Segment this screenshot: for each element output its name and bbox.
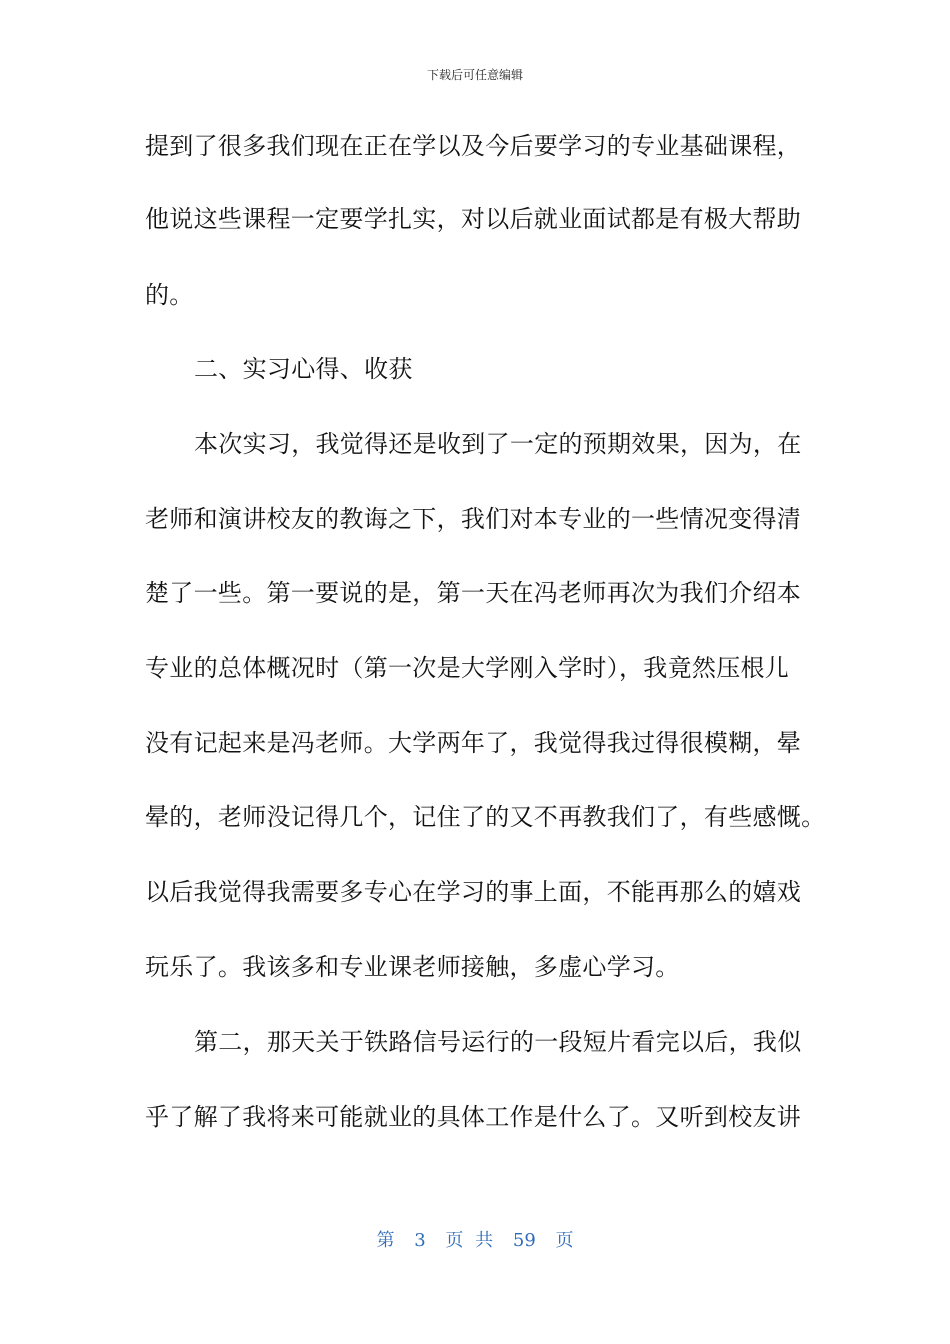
body-line: 以后我觉得我需要多专心在学习的事上面，不能再那么的嬉戏 <box>145 878 802 906</box>
page-header: 下载后可任意编辑 <box>426 68 523 82</box>
body-line: 乎了解了我将来可能就业的具体工作是什么了。又听到校友讲 <box>145 1103 802 1131</box>
body-line: 老师和演讲校友的教诲之下，我们对本专业的一些情况变得清 <box>145 505 802 533</box>
body-line: 没有记起来是冯老师。大学两年了，我觉得我过得很模糊，晕 <box>145 729 802 757</box>
body-line: 本次实习，我觉得还是收到了一定的预期效果，因为，在 <box>194 430 802 458</box>
body-line: 玩乐了。我该多和专业课老师接触，多虚心学习。 <box>145 953 680 981</box>
body-line: 他说这些课程一定要学扎实，对以后就业面试都是有极大帮助 <box>145 205 802 233</box>
body-line: 提到了很多我们现在正在学以及今后要学习的专业基础课程， <box>145 132 802 160</box>
footer-middle: 页 共 <box>445 1230 494 1251</box>
body-line: 晕的，老师没记得几个，记住了的又不再教我们了，有些感慨。 <box>145 803 826 831</box>
body-line: 楚了一些。第一要说的是，第一天在冯老师再次为我们介绍本 <box>145 579 802 607</box>
footer-prefix: 第 <box>376 1230 395 1251</box>
footer-suffix: 页 <box>555 1230 574 1251</box>
section-heading: 二、实习心得、收获 <box>194 355 413 383</box>
footer-total-pages: 59 <box>512 1230 536 1251</box>
footer-current-page: 3 <box>414 1230 426 1251</box>
body-line: 第二，那天关于铁路信号运行的一段短片看完以后，我似 <box>194 1028 802 1056</box>
body-line: 的。 <box>145 281 194 309</box>
body-line: 专业的总体概况时（第一次是大学刚入学时），我竟然压根儿 <box>145 654 790 682</box>
page-footer <box>0 1226 950 1252</box>
